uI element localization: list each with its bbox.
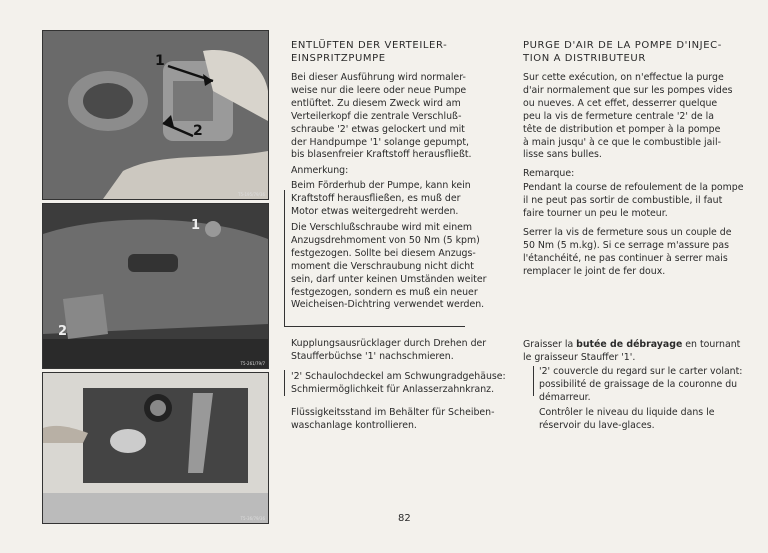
de-section-cover — [291, 371, 526, 397]
fr-section-washer — [539, 407, 768, 433]
fr-heading: PURGE D'AIR DE LA POMPE D'INJEC- TION A DISTRIBUTEUR — [523, 40, 722, 64]
fr-cover-bracket — [533, 366, 538, 396]
fr-washer-text: Contrôler le niveau du liquide dans le réservoir du lave-glaces. — [539, 407, 715, 431]
de-note-pump-stroke: Beim Förderhub der Pumpe, kann kein Kraftstoff herausfließen, es muß der Motor etwas weitergedreht werden. — [291, 180, 471, 218]
de-heading: ENTLÜFTEN DER VERTEILER- EINSPRITZPUMPE — [291, 40, 448, 64]
de-clutch-text: Kupplungsausrücklager durch Drehen der Staufferbüchse '1' nachschmieren. — [291, 338, 487, 362]
photo-code: T5-261/79/7 — [240, 361, 265, 366]
photo-code: T5-195/79/36 — [238, 192, 265, 197]
fr-note-pump-stroke: Pendant la course de refoulement de la pompe il ne peut pas sortir de combustible, il faut faire tourner un peu le moteur. — [523, 182, 744, 220]
photo-injection-pump — [42, 30, 269, 200]
de-section-washer — [291, 407, 513, 433]
de-paragraph-venting: Bei dieser Ausführung wird normaler- weise nur die leere oder neue Pumpe entlüftet. Zu diesem Zweck wird am Verteilerkopf die zentrale Verschluß- schraube '2' etwas gelockert und mit der Handpumpe '1' solange gepumpt, bis blasenfreier Kraftstoff herausfließt. — [291, 72, 472, 161]
de-washer-text: Flüssigkeitsstand im Behälter für Scheiben- waschanlage kontrollieren. — [291, 407, 495, 431]
reservoir-illustration — [43, 373, 268, 523]
de-cover-text: '2' Schaulochdeckel am Schwungradgehäuse: Schmiermöglichkeit für Anlasserzahnkranz. — [291, 371, 506, 395]
fr-paragraph-purge: Sur cette exécution, on n'effectue la purge d'air normalement que sur les pompes vides ou nueves. A cet effet, desserrer quelque peu la vis de fermeture centrale '2' de la tête de distribution et pomper à la pompe à main jusqu' à ce que le combustible jail- lisse sans bulles. — [523, 72, 733, 161]
label-2: 2 — [58, 324, 68, 339]
fr-note-label: Remarque: — [523, 168, 575, 180]
photo-code: T5-36/79/36 — [240, 516, 265, 521]
de-note-label: Anmerkung: — [291, 165, 349, 177]
label-2: 2 — [193, 123, 203, 139]
label-1: 1 — [191, 218, 201, 233]
fr-clutch-bold: butée de débrayage — [576, 339, 683, 350]
page-number: 82 — [398, 513, 411, 524]
de-section-clutch — [291, 338, 513, 364]
fr-cover-text: '2' couvercle du regard sur le carter volant: possibilité de graissage de la couronne du démarreur. — [539, 366, 743, 403]
housing-illustration — [43, 204, 268, 368]
de-note-torque: Die Verschlußschraube wird mit einem Anzugsdrehmoment von 50 Nm (5 kpm) festgezogen. Sollte bei diesem Anzugs- moment die Verschraubung nicht dicht sein, darf unter keinen Umständen weiter festgezogen, sondern es muß ein neuer Weicheisen-Dichtring verwendet werden. — [291, 221, 487, 311]
fr-clutch-text: Graisser la butée de débrayage en tournant le graisseur Stauffer '1'. — [523, 339, 741, 363]
fr-section-cover — [539, 366, 764, 405]
photo-washer-reservoir — [42, 372, 269, 524]
fr-note-torque: Serrer la vis de fermeture sous un couple de 50 Nm (5 m.kg). Si ce serrage m'assure pas l'étanchéité, ne pas continuer à serrer mais remplacer le joint de fer doux. — [523, 226, 732, 277]
de-note-bracket — [284, 190, 465, 327]
photo-flywheel-housing — [42, 203, 269, 369]
fr-section-clutch — [523, 339, 753, 365]
label-1: 1 — [155, 53, 165, 69]
de-cover-bracket — [284, 370, 293, 396]
fr-section-injection-pump — [523, 40, 753, 279]
